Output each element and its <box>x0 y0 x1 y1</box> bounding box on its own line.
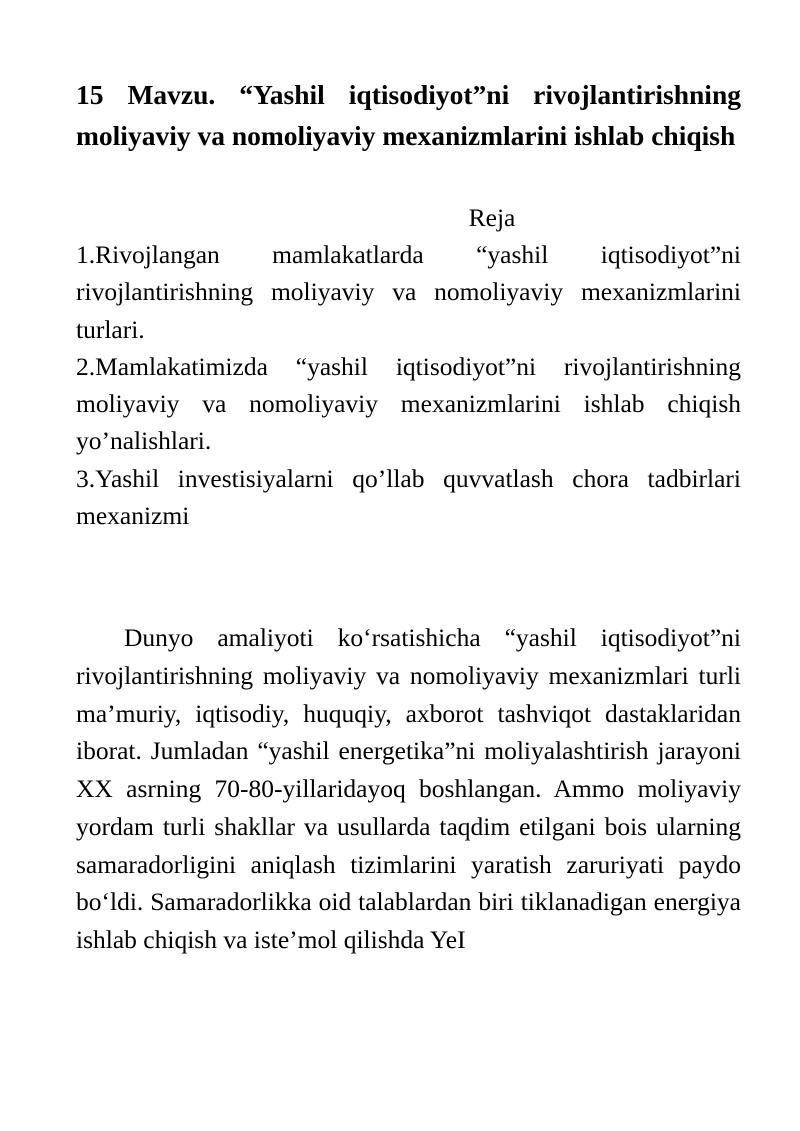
plan-item-2: 2.Mamlakatimizda “yashil iqtisodiyot”ni rivojlantirishning moliyaviy va nomoliyaviy mexanizmlarini ishlab chiqish yo’nalishlari. <box>76 351 741 456</box>
document-page <box>76 74 741 959</box>
plan-item-3: 3.Yashil investisiyalarni qo’llab quvvatlash chora tadbirlari mexanizmi <box>76 463 741 531</box>
body-paragraph: Dunyo amaliyoti ko‘rsatishicha “yashil iqtisodiyot”ni rivojlantirishning moliyaviy va nomoliyaviy mexanizmlari turli ma’muriy, iqtisodiy, huquqiy, axborot tashviqot dastaklaridan iborat. Jumladan “yashil energetika”ni moliyalashtirish jarayoni XX asrning 70-80-yillaridayoq boshlangan. Ammo moliyaviy yordam turli shakllar va usullarda taqdim etilgani bois ularning samaradorligini aniqlash tizimlarini yaratish zaruriyati paydo bo‘ldi. Samaradorlikka oid talablardan biri tiklanadigan energiya ishlab chiqish va iste’mol qilishda YeI <box>76 623 741 954</box>
document-title: 15 Mavzu. “Yashil iqtisodiyot”ni rivojlantirishning moliyaviy va nomoliyaviy mexanizmlarini ishlab chiqish <box>76 79 741 151</box>
plan-heading: Reja <box>468 203 516 232</box>
plan-item-1: 1.Rivojlangan mamlakatlarda “yashil iqtisodiyot”ni rivojlantirishning moliyaviy va nomoliyaviy mexanizmlarini turlari. <box>76 240 741 344</box>
plan-list <box>76 236 741 534</box>
